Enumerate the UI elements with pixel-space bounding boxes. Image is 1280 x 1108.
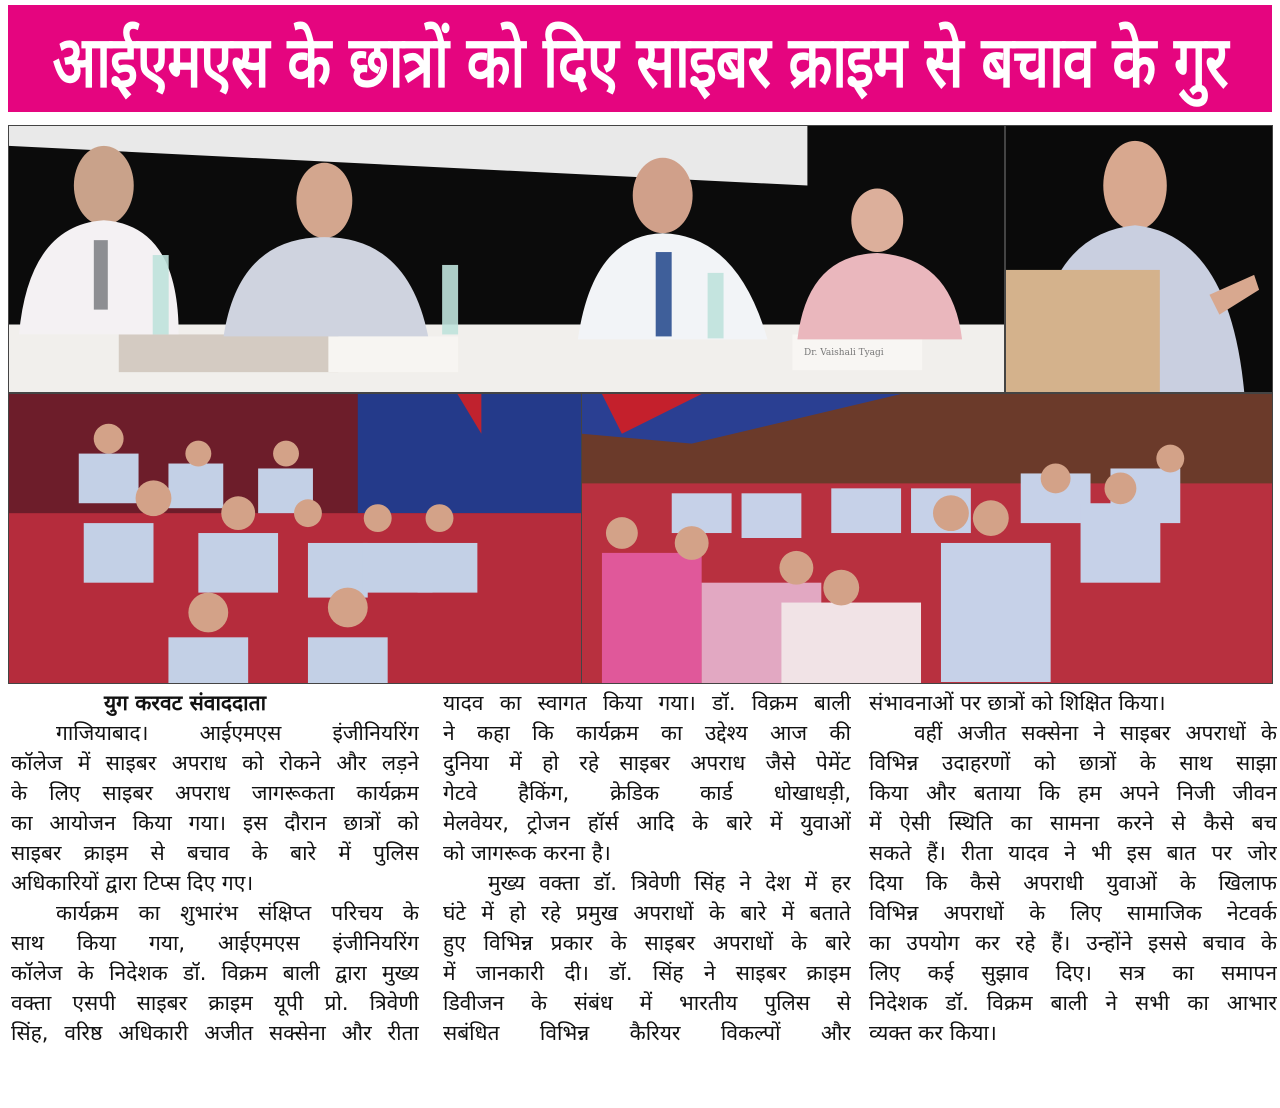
photo-audience-right: [581, 393, 1273, 684]
headline-banner: [8, 5, 1272, 112]
article-line: विभिन्न उदाहरणों को छात्रों के साथ साझा: [869, 751, 1277, 775]
audience-right-illustration: [582, 394, 1272, 683]
article-line: वहीं अजीत सक्सेना ने साइबर अपराधों के: [914, 721, 1277, 745]
article-line: निदेशक डॉ. विक्रम बाली ने सभी का आभार: [869, 991, 1277, 1015]
nameplate-text: Dr. Vaishali Tyagi: [804, 348, 884, 358]
article-line: यादव का स्वागत किया गया। डॉ. विक्रम बाली: [443, 691, 851, 715]
article-line: सिंह, वरिष्ठ अधिकारी अजीत सक्सेना और रीता: [11, 1021, 419, 1045]
photo-panel-speakers: [8, 125, 1005, 393]
article-line: मुख्य वक्ता डॉ. त्रिवेणी सिंह ने देश में हर: [488, 871, 851, 895]
article-line: हुए विभिन्न प्रकार के साइबर अपराधों के बारे: [443, 931, 851, 955]
article-line: को जागरूक करना है।: [443, 841, 611, 865]
article-column-2: [443, 688, 851, 1048]
article-line: ने कहा कि कार्यक्रम का उद्देश्य आज की: [443, 721, 851, 745]
article-line: वक्ता एसपी साइबर क्राइम यूपी प्रो. त्रिवेणी: [11, 991, 419, 1015]
article-line: कार्यक्रम का शुभारंभ संक्षिप्त परिचय के: [56, 901, 419, 925]
byline: युग करवट संवाददाता: [103, 691, 267, 715]
article-line: कॉलेज के निदेशक डॉ. विक्रम बाली द्वारा मुख्य: [11, 961, 419, 985]
article-line: गाजियाबाद। आईएमएस इंजीनियरिंग: [56, 721, 419, 745]
article-line: संभावनाओं पर छात्रों को शिक्षित किया।: [869, 691, 1166, 715]
photo-audience-left: [8, 393, 582, 684]
article-line: व्यक्त कर किया।: [869, 1021, 997, 1045]
article-line: घंटे में हो रहे प्रमुख अपराधों के बारे में बताते: [443, 901, 851, 925]
article-line: डिवीजन के संबंध में भारतीय पुलिस से: [443, 991, 851, 1015]
article-line: लिए कई सुझाव दिए। सत्र का समापन: [869, 961, 1277, 985]
article-line: सबंधित विभिन्न कैरियर विकल्पों और: [443, 1021, 851, 1045]
speaker-photo-illustration: [1006, 126, 1272, 392]
article-column-3: [869, 688, 1277, 1048]
article-line: साइबर क्राइम से बचाव के बारे में पुलिस: [11, 841, 419, 865]
article-column-1: [11, 688, 419, 1048]
article-line: गेटवे हैकिंग, क्रेडिक कार्ड धोखाधड़ी,: [443, 781, 851, 805]
article-line: विभिन्न अपराधों के लिए सामाजिक नेटवर्क: [869, 901, 1277, 925]
headline: आईएमएस के छात्रों को दिए साइबर क्राइम से बचाव के गुर: [52, 21, 1228, 104]
article-line: किया और बताया कि हम अपने निजी जीवन: [869, 781, 1277, 805]
article-line: के लिए साइबर अपराध जागरूकता कार्यक्रम: [11, 781, 419, 805]
article-line: में ऐसी स्थिति का सामना करने से कैसे बच: [869, 811, 1277, 835]
article-line: में जानकारी दी। डॉ. सिंह ने साइबर क्राइम: [443, 961, 851, 985]
article-line: साथ किया गया, आईएमएस इंजीनियरिंग: [11, 931, 419, 955]
photo-speaker-podium: [1005, 125, 1273, 393]
article-line: कॉलेज में साइबर अपराध को रोकने और लड़ने: [11, 751, 419, 775]
article-line: का उपयोग कर रहे हैं। उन्होंने इससे बचाव के: [869, 931, 1277, 955]
article-line: दिया कि कैसे अपराधी युवाओं के खिलाफ: [869, 871, 1277, 895]
audience-left-illustration: [9, 394, 581, 683]
article-line: का आयोजन किया गया। इस दौरान छात्रों को: [11, 811, 419, 835]
article-line: दुनिया में हो रहे साइबर अपराध जैसे पेमेंट: [443, 751, 851, 775]
article-line: अधिकारियों द्वारा टिप्स दिए गए।: [11, 871, 254, 895]
article-line: सकते हैं। रीता यादव ने भी इस बात पर जोर: [869, 841, 1277, 865]
article-line: मेलवेयर, ट्रोजन हॉर्स आदि के बारे में युवाओं: [443, 811, 851, 835]
